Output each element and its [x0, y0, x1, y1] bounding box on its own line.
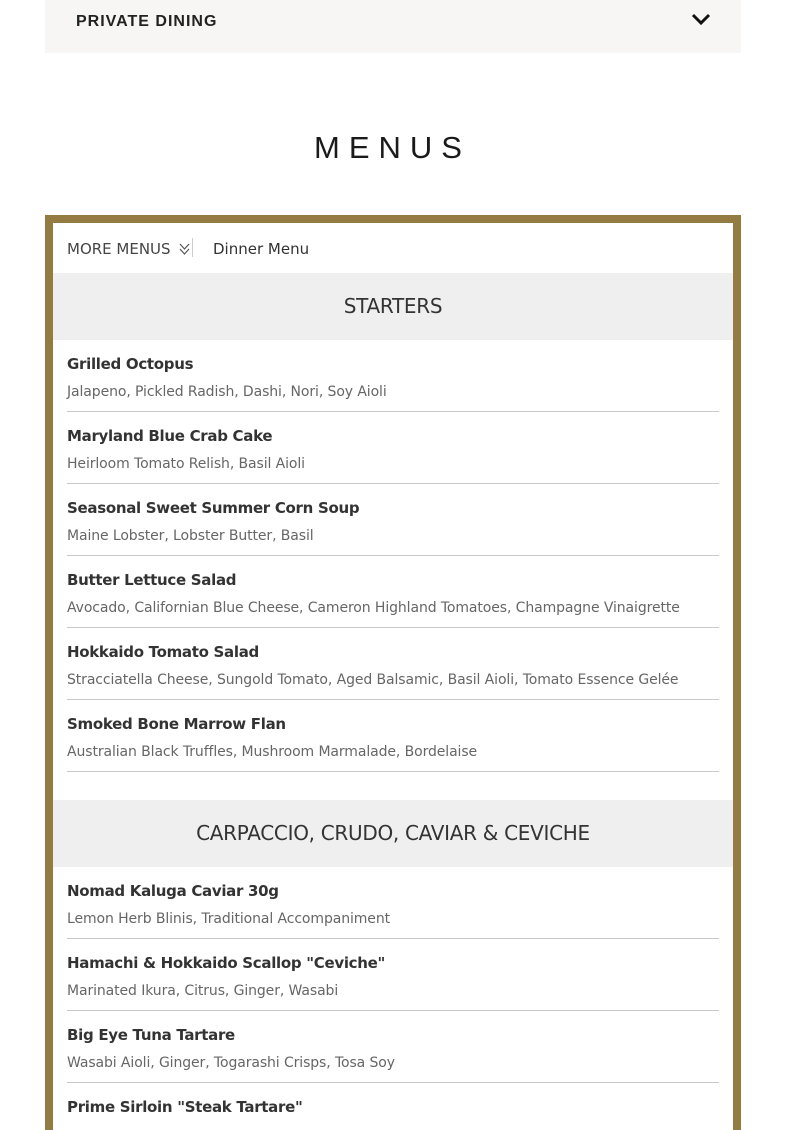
menu-section-carpaccio	[53, 800, 733, 1130]
section-spacer	[53, 772, 733, 800]
menu-item-description: Lemon Herb Blinis, Traditional Accompaniment	[67, 911, 390, 927]
nav-divider	[192, 238, 193, 257]
menu-item-description: Stracciatella Cheese, Sungold Tomato, Aged Balsamic, Basil Aioli, Tomato Essence Gelée	[67, 672, 679, 688]
chevron-down-icon[interactable]	[691, 11, 711, 27]
menu-item-list	[53, 340, 733, 772]
menu-item	[67, 939, 719, 1011]
current-menu-label: Dinner Menu	[213, 240, 310, 258]
menu-item-name: Maryland Blue Crab Cake	[67, 427, 273, 445]
menu-item-description: Avocado, Californian Blue Cheese, Cameron Highland Tomatoes, Champagne Vinaigrette	[67, 600, 680, 616]
menu-item-name: Nomad Kaluga Caviar 30g	[67, 882, 279, 900]
menu-item-description: Marinated Ikura, Citrus, Ginger, Wasabi	[67, 983, 339, 999]
menu-item-name: Hamachi & Hokkaido Scallop "Ceviche"	[67, 954, 386, 972]
menu-item-name: Smoked Bone Marrow Flan	[67, 715, 286, 733]
menu-item	[67, 556, 719, 628]
private-dining-accordion[interactable]	[45, 0, 741, 53]
menu-nav-bar	[53, 223, 733, 273]
menu-item-list	[53, 867, 733, 1130]
menu-item-name: Hokkaido Tomato Salad	[67, 643, 259, 661]
menu-item	[67, 1011, 719, 1083]
menu-item-description: Maine Lobster, Lobster Butter, Basil	[67, 528, 314, 544]
menu-item-name: Prime Sirloin "Steak Tartare"	[67, 1098, 303, 1116]
menu-item	[67, 700, 719, 772]
menu-item-description: Heirloom Tomato Relish, Basil Aioli	[67, 456, 305, 472]
double-chevron-down-icon	[179, 242, 190, 256]
accordion-label: PRIVATE DINING	[76, 13, 218, 30]
page-title: MENUS	[314, 130, 471, 165]
section-heading: CARPACCIO, CRUDO, CAVIAR & CEVICHE	[53, 800, 733, 867]
menu-item	[67, 484, 719, 556]
menu-item-description: Wasabi Aioli, Ginger, Togarashi Crisps, Tosa Soy	[67, 1055, 395, 1071]
menu-item-name: Big Eye Tuna Tartare	[67, 1026, 235, 1044]
menu-item-description: Australian Black Truffles, Mushroom Marmalade, Bordelaise	[67, 744, 478, 760]
menu-item-name: Grilled Octopus	[67, 355, 194, 373]
more-menus-label: MORE MENUS	[67, 240, 171, 258]
menu-item	[67, 1083, 719, 1130]
menu-item-name: Butter Lettuce Salad	[67, 571, 237, 589]
menu-section-starters	[53, 273, 733, 772]
section-heading: STARTERS	[53, 273, 733, 340]
menu-item	[67, 340, 719, 412]
menu-item	[67, 628, 719, 700]
more-menus-dropdown[interactable]	[67, 240, 190, 258]
menu-item	[67, 412, 719, 484]
menu-panel	[45, 215, 741, 1130]
menu-item-name: Seasonal Sweet Summer Corn Soup	[67, 499, 360, 517]
menu-item-description: Jalapeno, Pickled Radish, Dashi, Nori, Soy Aioli	[67, 384, 387, 400]
menu-item	[67, 867, 719, 939]
